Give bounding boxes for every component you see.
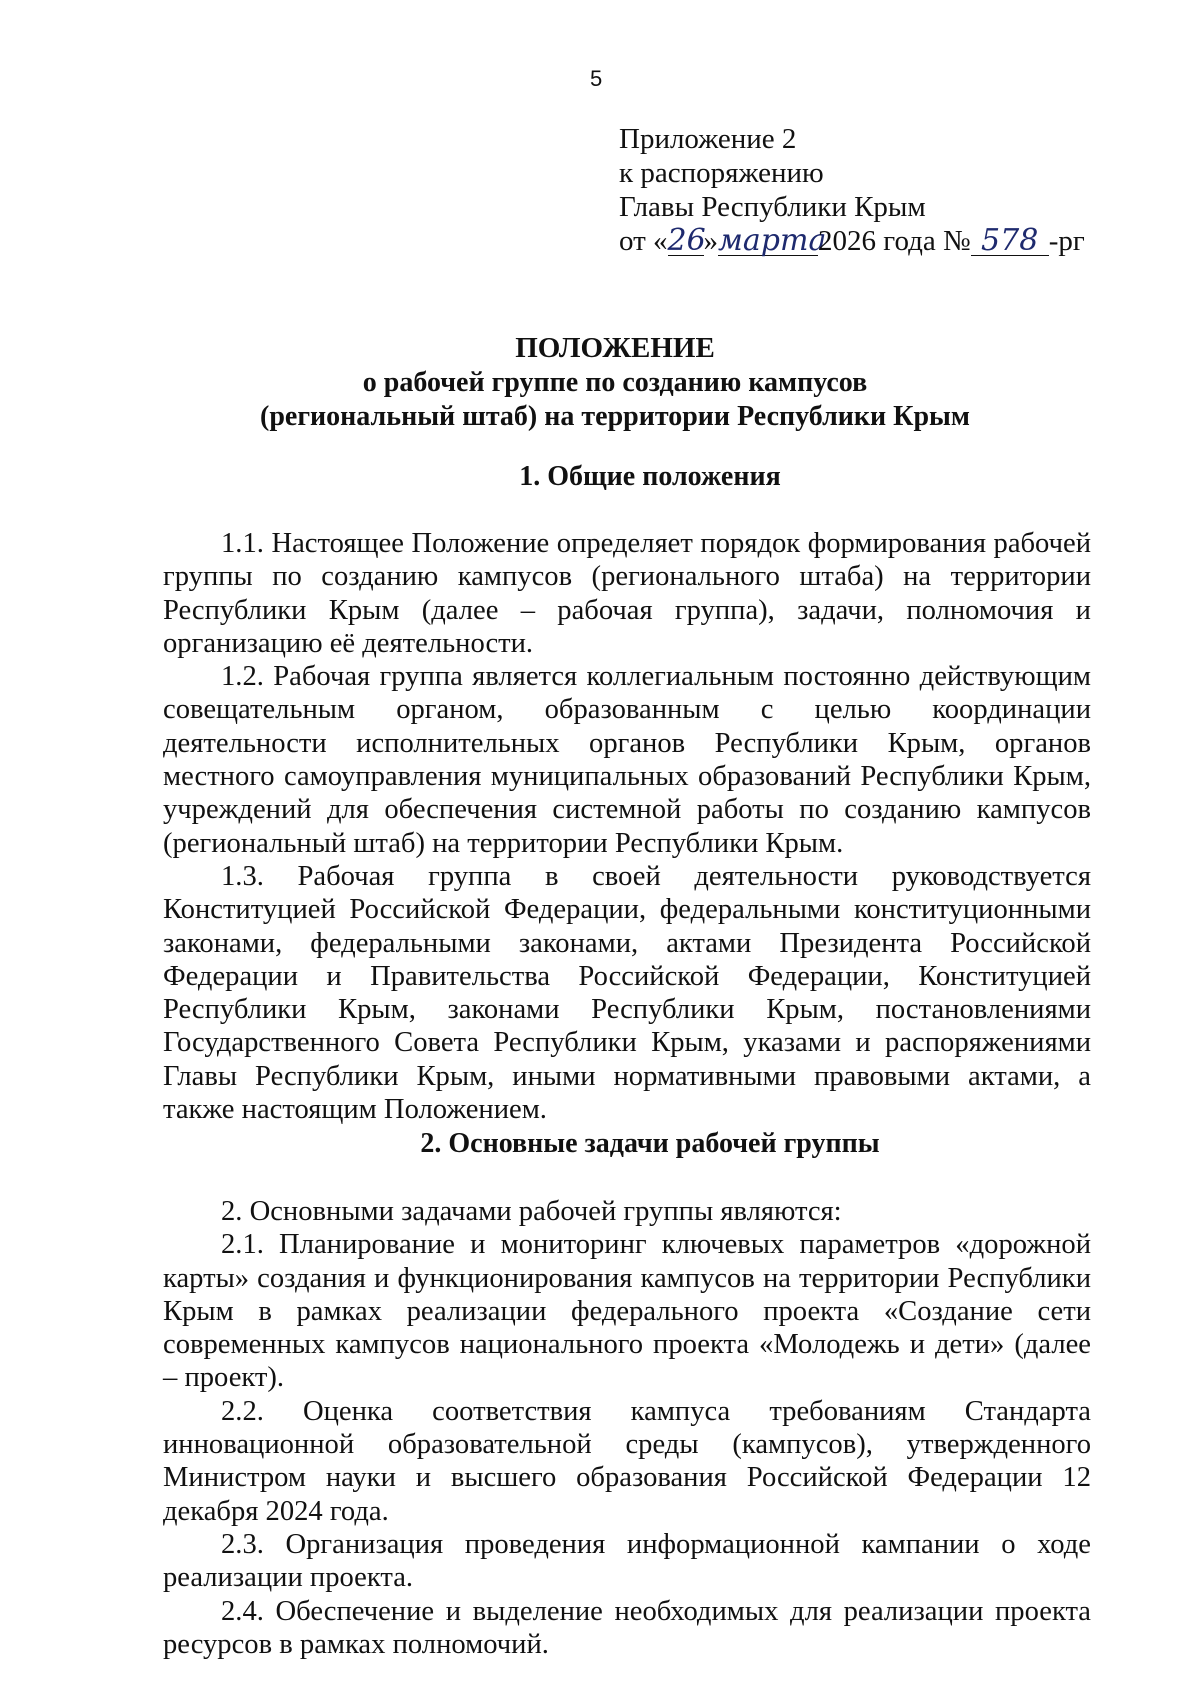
appendix-block bbox=[619, 122, 1085, 258]
paragraph-2-2: 2.2. Оценка соответствия кампуса требованиям Стандарта инновационной образовательной среды (кампусов), утвержденного Министром науки и высшего образования Российской Федерации 12 декабря 2024 года. bbox=[163, 1395, 1091, 1527]
appendix-date-line bbox=[619, 224, 1085, 258]
paragraph-1-3: 1.3. Рабочая группа в своей деятельности руководствуется Конституцией Российской Федерации, федеральными конституционными законами, федеральными законами, актами Президента Российской Федерации и Правительства Российской Федерации, Конституцией Республики Крым, законами Республики Крым, постановлениями Государственного Совета Республики Крым, указами и распоряжениями Главы Республики Крым, иными нормативными правовыми актами, а также настоящим Положением. bbox=[163, 860, 1091, 1126]
document-title bbox=[0, 330, 1200, 434]
handwritten-day: 26 bbox=[667, 223, 706, 258]
date-year: 2026 года № bbox=[818, 225, 971, 257]
paragraph-2-3: 2.3. Организация проведения информационной кампании о ходе реализации проекта. bbox=[163, 1528, 1091, 1594]
section-heading-2: 2. Основные задачи рабочей группы bbox=[420, 1128, 880, 1159]
date-mid: » bbox=[703, 225, 719, 257]
paragraph-1-2: 1.2. Рабочая группа является коллегиальным постоянно действующим совещательным органом, образованным с целью координации деятельности исполнительных органов Республики Крым, органов местного самоуправления муниципальных образований Республики Крым, учреждений для обеспечения системной работы по созданию кампусов (региональный штаб) на территории Республики Крым. bbox=[163, 661, 1091, 859]
appendix-line-2: к распоряжению bbox=[619, 157, 824, 189]
order-suffix: -рг bbox=[1048, 225, 1085, 257]
appendix-line-3: Главы Республики Крым bbox=[619, 191, 926, 223]
paragraph-2-intro: 2. Основными задачами рабочей группы являются: bbox=[221, 1196, 842, 1227]
section-2-body bbox=[163, 1195, 1091, 1661]
page-number: 5 bbox=[590, 66, 603, 91]
appendix-line-1: Приложение 2 bbox=[619, 123, 797, 155]
title-subtitle-2: (региональный штаб) на территории Республики Крым bbox=[260, 401, 970, 432]
paragraph-2-1: 2.1. Планирование и мониторинг ключевых параметров «дорожной карты» создания и функционирования кампусов на территории Республики Крым в рамках реализации федерального проекта «Создание сети современных кампусов национального проекта «Молодежь и дети» (далее – проект). bbox=[163, 1229, 1091, 1394]
section-heading-1: 1. Общие положения bbox=[519, 461, 781, 492]
date-prefix: от « bbox=[619, 225, 668, 257]
paragraph-1-1: 1.1. Настоящее Положение определяет порядок формирования рабочей группы по созданию кампусов (регионального штаба) на территории Республики Крым (далее – рабочая группа), задачи, полномочия и организацию её деятельности. bbox=[163, 528, 1091, 659]
handwritten-order-number: 578 bbox=[971, 227, 1049, 256]
section-1-body bbox=[163, 527, 1091, 1126]
paragraph-2-4: 2.4. Обеспечение и выделение необходимых для реализации проекта ресурсов в рамках полномочий. bbox=[163, 1595, 1091, 1660]
title-subtitle-1: о рабочей группе по созданию кампусов bbox=[362, 367, 868, 398]
handwritten-month: марта bbox=[718, 223, 827, 258]
title-main: ПОЛОЖЕНИЕ bbox=[515, 332, 715, 364]
